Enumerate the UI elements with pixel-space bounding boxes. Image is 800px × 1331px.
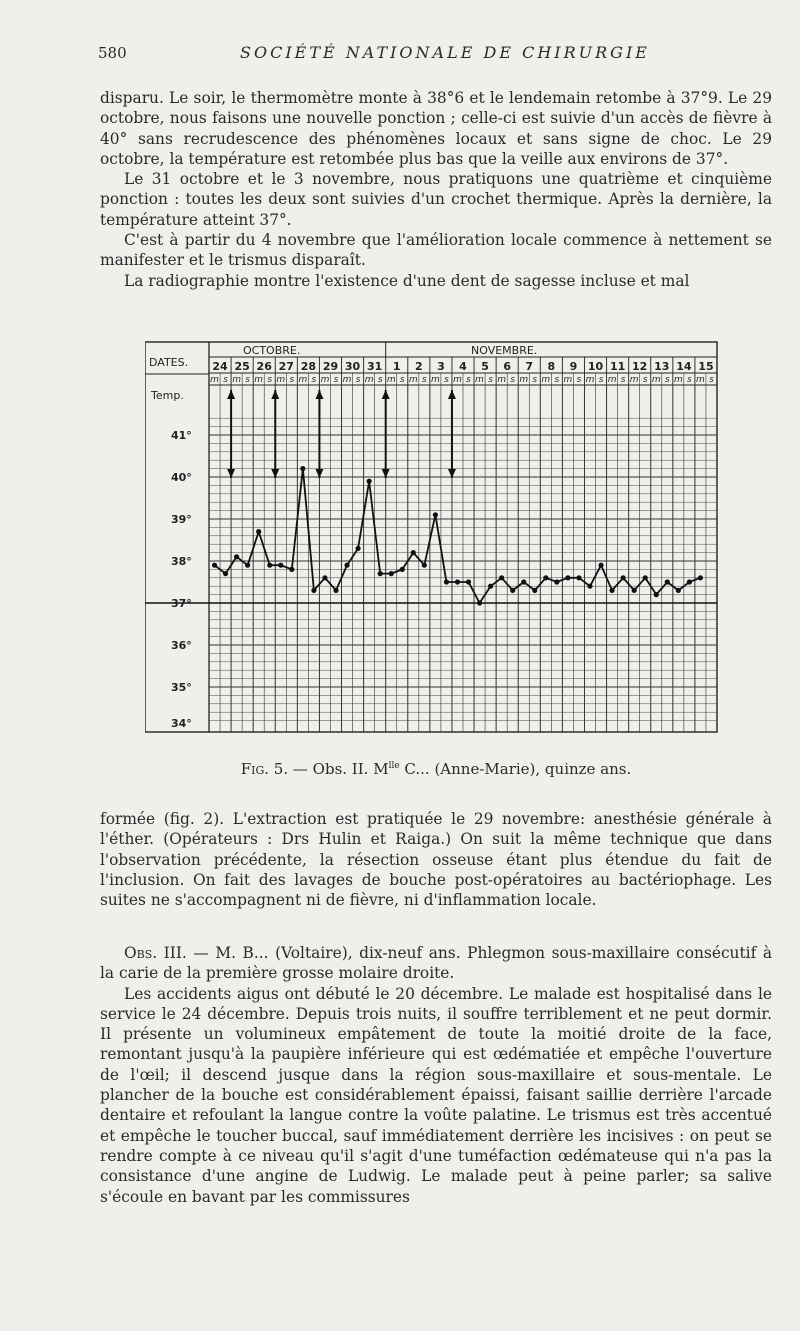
period-label-s: s [444, 375, 449, 385]
temperature-point [676, 588, 681, 593]
temperature-point [576, 575, 581, 580]
period-label-m: m [342, 375, 352, 385]
page-number: 580 [98, 44, 127, 62]
day-label-4: 4 [459, 360, 467, 373]
day-label-8: 8 [547, 360, 556, 373]
period-label-m: m [453, 375, 462, 385]
temperature-point [632, 588, 637, 593]
temperature-point [433, 512, 438, 517]
day-label-10: 10 [587, 360, 604, 373]
temperature-point [554, 579, 559, 584]
caption-rest: C... (Anne-Marie), quinze ans. [399, 760, 632, 778]
day-label-6: 6 [503, 360, 512, 373]
period-label-s: s [377, 375, 383, 385]
paragraph-observation-iii [100, 943, 772, 1207]
day-label-1: 1 [392, 360, 401, 373]
temperature-point [311, 588, 316, 593]
period-label-m: m [585, 375, 595, 385]
day-label-25: 25 [234, 360, 250, 373]
temperature-point [256, 529, 261, 534]
temperature-point [367, 479, 372, 484]
temperature-point [477, 600, 482, 605]
y-tick-39: 39° [171, 513, 192, 526]
day-label-9: 9 [569, 360, 578, 373]
temperature-point [654, 592, 659, 597]
period-label-m: m [563, 375, 573, 385]
period-label-m: m [408, 375, 418, 385]
caption-obs: Obs. II. M [312, 760, 389, 778]
temperature-point [411, 550, 416, 555]
period-label-s: s [510, 375, 516, 385]
temperature-point [587, 584, 592, 589]
period-label-s: s [223, 375, 228, 385]
caption-sup: lle [388, 761, 400, 771]
period-label-m: m [210, 375, 219, 385]
period-label-s: s [267, 375, 273, 385]
day-label-26: 26 [256, 360, 272, 373]
day-label-27: 27 [278, 360, 294, 373]
temperature-point [278, 563, 283, 568]
temperature-point [389, 571, 394, 576]
period-label-s: s [245, 375, 251, 385]
caption-dash: — [288, 760, 313, 778]
temperature-point [300, 466, 305, 471]
period-label-s: s [289, 375, 295, 385]
temperature-point [400, 567, 405, 572]
period-label-m: m [431, 375, 440, 385]
temperature-point [223, 571, 228, 576]
caption-prefix: Fig. 5. [240, 760, 289, 778]
day-label-11: 11 [609, 360, 626, 373]
paragraph-extraction: formée (fig. 2). L'extraction est pratiquée le 29 novembre: anesthésie générale à l'éther. (Opérateurs : Drs Hulin et Raiga.) On suit la même technique que dans l'observation précédente, la résection osseuse étant plus étendue du fait de l'inclusion. On fait des lavages de bouche post-opératoires au bactériophage. Les suites ne s'accompagnent ni de fièvre, ni d'inflammation locale. [100, 810, 772, 910]
day-label-15: 15 [698, 360, 714, 373]
period-label-s: s [687, 375, 692, 385]
period-label-s: s [466, 375, 471, 385]
temperature-point [609, 588, 614, 593]
period-label-m: m [696, 375, 705, 385]
day-label-12: 12 [632, 360, 648, 373]
period-label-s: s [576, 375, 582, 385]
day-label-7: 7 [525, 360, 534, 373]
month-label-novembre: NOVEMBRE. [471, 344, 538, 357]
paragraph-text: disparu. Le soir, le thermomètre monte à 38°6 et le lendemain retombe à 37°9. Le 29 octobre, nous faisons une nouvelle ponction ; celle-ci est suivie d'un accès de fièvre à 40° sans recrudescence des phénomènes locaux et sans signe de choc. Le 29 octobre, la température est retombée plus bas que la veille aux environs de 37°. [100, 89, 772, 168]
temp-row-label: Temp. [151, 389, 184, 402]
period-label-s: s [421, 375, 427, 385]
temperature-point [422, 563, 427, 568]
temperature-point [444, 579, 449, 584]
paragraph-text [100, 943, 772, 984]
period-label-s: s [598, 375, 604, 385]
temperature-point [355, 546, 360, 551]
period-label-s: s [333, 375, 339, 385]
temperature-point [521, 579, 526, 584]
period-label-s: s [554, 375, 560, 385]
temperature-point [234, 554, 239, 559]
temperature-point [466, 579, 471, 584]
y-tick-35: 35° [171, 681, 192, 694]
day-label-3: 3 [437, 360, 445, 373]
temperature-point [322, 575, 327, 580]
period-label-m: m [475, 375, 484, 385]
day-labels [212, 360, 713, 373]
period-label-s: s [620, 375, 626, 385]
period-label-s: s [642, 375, 648, 385]
y-tick-36: 36° [171, 639, 192, 652]
day-label-30: 30 [344, 360, 361, 373]
period-label-s: s [355, 375, 361, 385]
temperature-point [510, 588, 515, 593]
punction-arrow-head-up [271, 390, 279, 399]
period-label-s: s [311, 375, 317, 385]
y-tick-34: 34° [171, 717, 192, 730]
obs-heading: Obs. III. [124, 944, 187, 962]
temperature-point [344, 563, 349, 568]
y-tick-labels [171, 429, 192, 730]
paragraph-text: — M. B... (Voltaire), dix-neuf ans. Phlegmon sous-maxillaire consécutif à la carie de la première grosse molaire droite. [100, 944, 773, 983]
temperature-point [245, 563, 250, 568]
period-label-s: s [664, 375, 670, 385]
period-label-m: m [519, 375, 529, 385]
period-label-m: m [254, 375, 264, 385]
day-label-13: 13 [654, 360, 670, 373]
temperature-point [643, 575, 648, 580]
y-tick-40: 40° [171, 471, 192, 484]
period-label-m: m [276, 375, 286, 385]
paragraph-text: C'est à partir du 4 novembre que l'amélioration locale commence à nettement se manifester et le trismus disparaît. [100, 231, 772, 270]
figure-caption [100, 760, 772, 778]
y-tick-37: 37° [171, 597, 192, 610]
day-label-14: 14 [676, 360, 692, 373]
temperature-point [267, 563, 272, 568]
day-label-29: 29 [322, 360, 339, 373]
period-label-s: s [532, 375, 538, 385]
temperature-point [621, 575, 626, 580]
temperature-point [455, 579, 460, 584]
punction-arrow-head-up [315, 390, 323, 399]
temperature-point [499, 575, 504, 580]
running-title: SOCIÉTÉ NATIONALE DE CHIRURGIE [240, 43, 650, 62]
period-label-m: m [320, 375, 330, 385]
dates-row-label: DATES. [149, 356, 189, 369]
day-label-2: 2 [414, 360, 423, 373]
period-label-m: m [541, 375, 551, 385]
temperature-point [532, 588, 537, 593]
period-label-m: m [607, 375, 617, 385]
temperature-point [289, 567, 294, 572]
punction-arrow-head-up [448, 390, 456, 399]
period-label-m: m [298, 375, 308, 385]
period-label-m: m [232, 375, 241, 385]
period-label-s: s [399, 375, 405, 385]
temperature-point [687, 579, 692, 584]
month-label-octobre: OCTOBRE. [243, 344, 301, 357]
period-label-m: m [497, 375, 507, 385]
period-label-m: m [673, 375, 683, 385]
period-label-m: m [386, 375, 396, 385]
period-label-m: m [364, 375, 374, 385]
day-label-28: 28 [300, 360, 317, 373]
temperature-point [543, 575, 548, 580]
temperature-point [378, 571, 383, 576]
punction-arrow-head-up [227, 390, 235, 399]
day-label-31: 31 [366, 360, 383, 373]
period-label-m: m [629, 375, 639, 385]
period-labels [210, 375, 714, 385]
y-tick-38: 38° [171, 555, 192, 568]
temperature-point [665, 579, 670, 584]
temperature-point [488, 584, 493, 589]
punction-arrow-head-up [382, 390, 390, 399]
paragraph-text: La radiographie montre l'existence d'une dent de sagesse incluse et mal [124, 271, 690, 290]
temperature-point [333, 588, 338, 593]
temperature-chart-svg [145, 340, 720, 735]
day-label-5: 5 [481, 360, 489, 373]
temperature-point [698, 575, 703, 580]
paragraph-observation-ii-end [100, 88, 772, 291]
day-label-24: 24 [212, 360, 228, 373]
paragraph-text: Les accidents aigus ont débuté le 20 décembre. Le malade est hospitalisé dans le service le 24 décembre. Depuis trois nuits, il souffre terriblement et ne peut dormir. Il présente un volumineux empâtement de toute la moitié droite de la face, remontant jusqu'à la paupière inférieure qui est œdématiée et empêche l'ouverture de l'œil; il descend jusque dans la région sous-maxillaire et sous-mentale. Le plancher de la bouche est considérablement épaissi, faisant saillie derrière l'arcade dentaire et refoulant la langue contre la voûte palatine. Le trismus est très accentué et empêche le toucher buccal, sauf immédiatement derrière les incisives : on peut se rendre compte à ce niveau qu'il s'agit d'une tuméfaction œdémateuse qui n'a pas la consistance d'une angine de Ludwig. Le malade peut à peine parler; sa salive s'écoule en bavant par les commissures [100, 984, 772, 1206]
period-label-s: s [488, 375, 493, 385]
temperature-point [212, 563, 217, 568]
temperature-point [598, 563, 603, 568]
temperature-chart [145, 340, 720, 735]
y-tick-41: 41° [171, 429, 192, 442]
temperature-point [565, 575, 570, 580]
period-label-m: m [651, 375, 661, 385]
paragraph-text: Le 31 octobre et le 3 novembre, nous pratiquons une quatrième et cinquième ponction : toutes les deux sont suivies d'un crochet thermique. Après la dernière, la température atteint 37°. [100, 170, 772, 229]
period-label-s: s [709, 375, 714, 385]
